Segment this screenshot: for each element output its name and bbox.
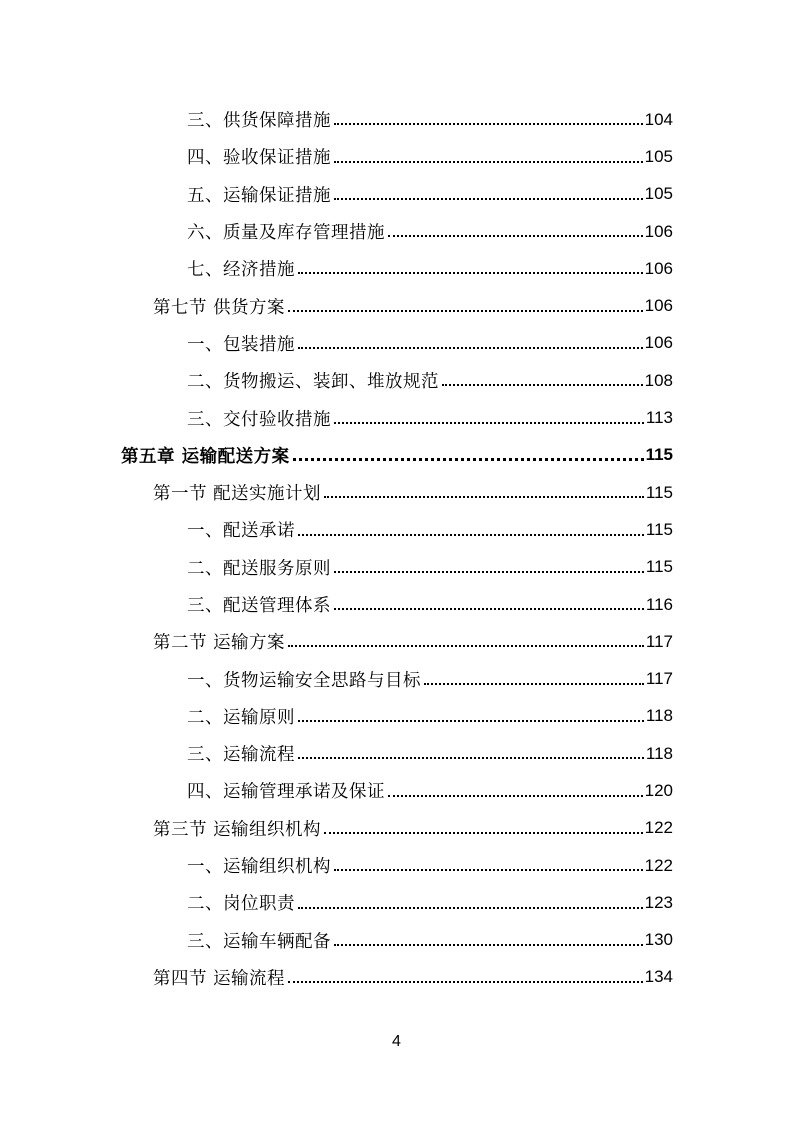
toc-entry-title: 五、运输保证措施 — [187, 185, 331, 206]
toc-entry-page-number: 113 — [645, 408, 673, 428]
page-number: 4 — [392, 1033, 401, 1050]
toc-dot-leader — [324, 831, 643, 834]
toc-dot-leader — [288, 309, 643, 312]
toc-entry-page-number: 117 — [645, 669, 673, 689]
toc-entry-title: 三、运输流程 — [187, 745, 295, 766]
toc-entry-title: 七、经济措施 — [187, 260, 295, 281]
toc-entry-page-number: 105 — [644, 146, 673, 166]
toc-section-entry[interactable] — [0, 474, 793, 511]
toc-dot-leader — [334, 421, 644, 424]
toc-subsection-entry[interactable] — [0, 698, 793, 735]
toc-entry-title: 第四节 运输流程 — [153, 968, 286, 989]
toc-dot-leader — [298, 756, 644, 759]
toc-subsection-entry[interactable] — [0, 511, 793, 548]
toc-entry-page-number: 117 — [645, 631, 673, 651]
toc-subsection-entry[interactable] — [0, 884, 793, 921]
toc-dot-leader — [298, 719, 644, 722]
toc-entry-title: 四、验收保证措施 — [187, 148, 331, 169]
toc-dot-leader — [334, 607, 644, 610]
toc-entry-page-number: 118 — [645, 743, 673, 763]
toc-subsection-entry[interactable] — [0, 399, 793, 436]
toc-dot-leader — [388, 234, 643, 237]
toc-chapter-entry[interactable] — [0, 437, 793, 474]
toc-entry-page-number: 120 — [644, 780, 673, 800]
toc-entry-title: 四、运输管理承诺及保证 — [187, 782, 385, 803]
toc-entry-title: 二、运输原则 — [187, 707, 295, 728]
toc-dot-leader — [334, 570, 644, 573]
toc-entry-page-number: 123 — [644, 892, 673, 912]
toc-subsection-entry[interactable] — [0, 772, 793, 809]
toc-section-entry[interactable] — [0, 623, 793, 660]
toc-dot-leader — [288, 980, 643, 983]
toc-entry-title: 第一节 配送实施计划 — [153, 484, 322, 505]
toc-subsection-entry[interactable] — [0, 735, 793, 772]
toc-entry-title: 第三节 运输组织机构 — [153, 819, 322, 840]
toc-subsection-entry[interactable] — [0, 101, 793, 138]
toc-dot-leader — [334, 160, 643, 163]
toc-entry-page-number: 106 — [644, 296, 673, 316]
toc-entry-page-number: 122 — [644, 855, 673, 875]
toc-subsection-entry[interactable] — [0, 922, 793, 959]
toc-dot-leader — [288, 644, 644, 647]
toc-entry-title: 二、货物搬运、装卸、堆放规范 — [187, 372, 439, 393]
toc-dot-leader — [324, 495, 644, 498]
toc-subsection-entry[interactable] — [0, 847, 793, 884]
toc-entry-title: 第五章 运输配送方案 — [121, 446, 290, 467]
toc-entry-title: 一、运输组织机构 — [187, 857, 331, 878]
toc-dot-leader — [298, 271, 643, 274]
toc-entry-title: 三、配送管理体系 — [187, 596, 331, 616]
toc-subsection-entry[interactable] — [0, 176, 793, 213]
toc-subsection-entry[interactable] — [0, 660, 793, 697]
toc-dot-leader — [293, 457, 644, 461]
toc-entry-page-number: 122 — [644, 818, 673, 838]
toc-dot-leader — [388, 794, 643, 797]
toc-entry-title: 一、配送承诺 — [187, 521, 295, 542]
toc-subsection-entry[interactable] — [0, 325, 793, 362]
toc-entry-page-number: 105 — [644, 184, 673, 204]
toc-section-entry[interactable] — [0, 810, 793, 847]
toc-entry-page-number: 118 — [645, 706, 673, 726]
toc-entry-title: 六、质量及库存管理措施 — [187, 223, 385, 244]
toc-entry-title: 二、配送服务原则 — [187, 558, 331, 579]
toc-entry-page-number: 106 — [644, 221, 673, 241]
toc-dot-leader — [334, 197, 643, 200]
toc-subsection-entry[interactable] — [0, 549, 793, 586]
toc-dot-leader — [298, 533, 644, 536]
toc-entry-title: 三、运输车辆配备 — [187, 931, 331, 952]
toc-entry-title: 三、供货保障措施 — [187, 111, 331, 132]
toc-entry-page-number: 108 — [644, 370, 673, 390]
toc-subsection-entry[interactable] — [0, 250, 793, 287]
toc-dot-leader — [442, 383, 643, 386]
toc-subsection-entry[interactable] — [0, 138, 793, 175]
toc-entry-page-number: 130 — [644, 930, 673, 950]
toc-dot-leader — [334, 122, 643, 125]
toc-section-entry[interactable] — [0, 287, 793, 324]
toc-dot-leader — [298, 346, 643, 349]
toc-subsection-entry[interactable] — [0, 362, 793, 399]
toc-entry-title: 第二节 运输方案 — [153, 633, 286, 654]
toc-entry-page-number: 106 — [644, 333, 673, 353]
toc-dot-leader — [334, 868, 643, 871]
toc-entry-page-number: 115 — [645, 557, 673, 577]
toc-entry-page-number: 116 — [645, 594, 673, 614]
toc-entry-page-number: 115 — [645, 519, 673, 539]
toc-entry-title: 二、岗位职责 — [187, 894, 295, 915]
toc-entry-title: 三、交付验收措施 — [187, 409, 331, 430]
toc-subsection-entry[interactable] — [0, 586, 793, 623]
toc-entry-page-number: 115 — [645, 445, 673, 465]
toc-entry-title: 第七节 供货方案 — [153, 297, 286, 318]
toc-entry-title: 一、货物运输安全思路与目标 — [187, 670, 421, 691]
toc-dot-leader — [424, 682, 644, 685]
toc-entry-page-number: 106 — [644, 258, 673, 278]
toc-section-entry[interactable] — [0, 959, 793, 996]
toc-subsection-entry[interactable] — [0, 213, 793, 250]
toc-dot-leader — [298, 906, 643, 909]
toc-dot-leader — [334, 943, 643, 946]
table-of-contents — [0, 101, 793, 996]
toc-entry-page-number: 104 — [644, 109, 673, 129]
toc-entry-page-number: 134 — [644, 967, 673, 987]
toc-entry-title: 一、包装措施 — [187, 334, 295, 355]
toc-entry-page-number: 115 — [645, 482, 673, 502]
